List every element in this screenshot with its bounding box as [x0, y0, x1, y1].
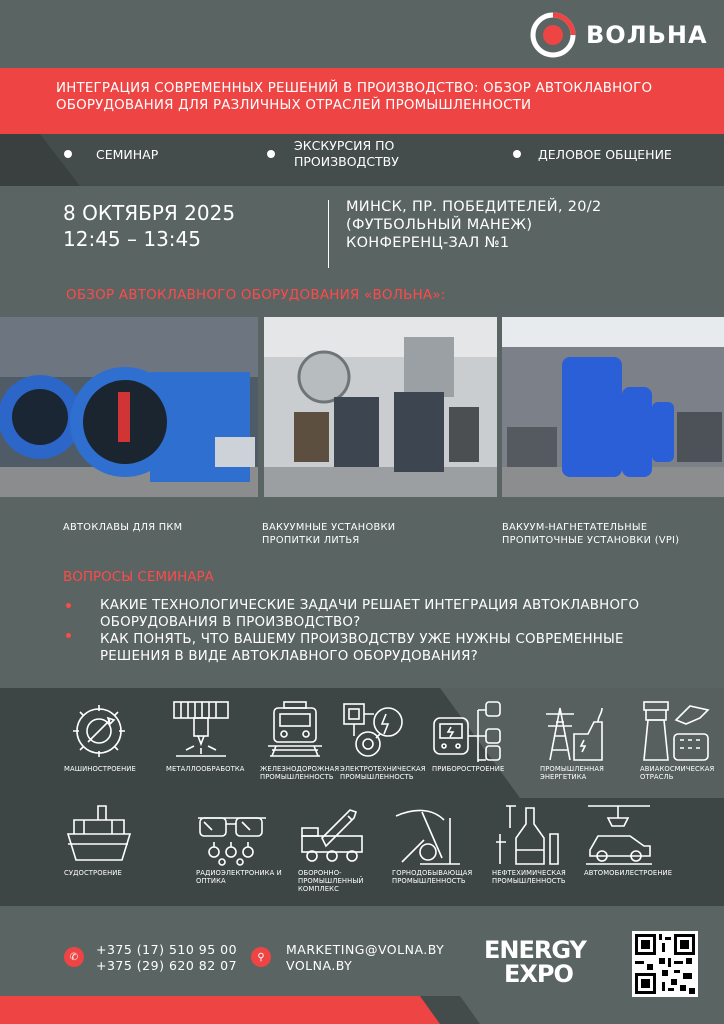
question-bullet [66, 603, 71, 608]
qr-code[interactable] [632, 931, 698, 997]
missile-truck-icon [298, 804, 368, 866]
overview-heading: ОБЗОР АВТОКЛАВНОГО ОБОРУДОВАНИЯ «ВОЛЬНА»: [66, 287, 446, 303]
flask-icon [492, 804, 562, 866]
vacuum-impregnation-photo [264, 317, 497, 497]
question-line: КАК ПОНЯТЬ, ЧТО ВАШЕМУ ПРОИЗВОДСТВУ УЖЕ НУЖНЫ СОВРЕМЕННЫЕ [100, 632, 624, 647]
circuit-icon [340, 700, 410, 762]
photo-caption [262, 521, 395, 547]
industry-electronics [196, 804, 286, 885]
phone-link[interactable]: +375 (17) 510 95 00 [96, 942, 238, 957]
event-datetime [63, 200, 235, 252]
industry-label: ПРИБОРОСТРОЕНИЕ [432, 765, 505, 773]
format-excursion: ЭКСКУРСИЯ ПО ПРОИЗВОДСТВУ [294, 138, 399, 169]
volna-logo-icon [530, 12, 576, 58]
industry-label: ОБОРОННО-ПРОМЫШЛЕННЫЙ КОМПЛЕКС [298, 869, 364, 893]
vpi-installation-photo [502, 317, 724, 497]
bullet-dot [64, 150, 72, 158]
event-date: 8 ОКТЯБРЯ 2025 [63, 201, 236, 225]
glasses-icon [196, 804, 266, 866]
question-line: ОБОРУДОВАНИЯ В ПРОИЗВОДСТВО? [100, 615, 361, 630]
expo-logo-line: ENERGY [484, 936, 586, 964]
brand-name: ВОЛЬНА [586, 21, 708, 49]
power-plant-icon [540, 700, 610, 762]
industry-defense [298, 804, 378, 893]
caption-line: ПРОПИТОЧНЫЕ УСТАНОВКИ (VPI) [502, 535, 680, 546]
industry-label: ЖЕЛЕЗНОДОРОЖНАЯ ПРОМЫШЛЕННОСТЬ [260, 765, 340, 781]
industry-petrochemical [492, 804, 572, 885]
photo-caption [502, 521, 679, 547]
format-networking: ДЕЛОВОЕ ОБЩЕНИЕ [538, 147, 672, 162]
device-icon [432, 700, 502, 762]
industry-label: ЭЛЕКТРОТЕХНИЧЕСКАЯ ПРОМЫШЛЕННОСТЬ [340, 765, 426, 781]
address-line: (ФУТБОЛЬНЫЙ МАНЕЖ) [346, 217, 533, 233]
event-time: 12:45 – 13:45 [63, 227, 201, 251]
industry-mining [392, 804, 472, 885]
autoclave-photo [0, 317, 258, 497]
industry-label: ПРОМЫШЛЕННАЯ ЭНЕРГЕТИКА [540, 765, 604, 781]
industry-label: АВИАКОСМИЧЕСКАЯ ОТРАСЛЬ [640, 765, 715, 781]
industry-label: РАДИОЭЛЕКТРОНИКА И ОПТИКА [196, 869, 282, 885]
divider [328, 200, 329, 268]
question-bullet [66, 633, 71, 638]
industry-label: АВТОМОБИЛЕСТРОЕНИЕ [584, 869, 673, 877]
web-contacts [286, 942, 444, 974]
rocket-icon [640, 700, 710, 762]
phone-numbers [96, 942, 237, 974]
locomotive-icon [260, 700, 330, 762]
industry-metalworking [166, 700, 245, 773]
industry-power [540, 700, 620, 781]
phone-link[interactable]: +375 (29) 620 82 07 [96, 958, 238, 973]
website-link[interactable]: VOLNA.BY [286, 958, 353, 973]
industry-label: МЕТАЛЛООБРАБОТКА [166, 765, 245, 773]
pickaxe-icon [392, 804, 462, 866]
energy-expo-logo [484, 938, 586, 986]
address-line: КОНФЕРЕНЦ-ЗАЛ №1 [346, 235, 510, 251]
question-line: РЕШЕНИЯ В ВИДЕ АВТОКЛАВНОГО ОБОРУДОВАНИЯ? [100, 649, 478, 664]
address-line: МИНСК, ПР. ПОБЕДИТЕЛЕЙ, 20/2 [346, 199, 602, 215]
caption-line: ВАКУУМ-НАГНЕТАТЕЛЬНЫЕ [502, 522, 648, 533]
industry-railway [260, 700, 340, 781]
industry-label: МАШИНОСТРОЕНИЕ [64, 765, 136, 773]
industry-machine-building [64, 700, 136, 773]
caption-line: ВАКУУМНЫЕ УСТАНОВКИ [262, 522, 396, 533]
question-line: КАКИЕ ТЕХНОЛОГИЧЕСКИЕ ЗАДАЧИ РЕШАЕТ ИНТЕГРАЦИЯ АВТОКЛАВНОГО [100, 598, 640, 613]
event-title: ИНТЕГРАЦИЯ СОВРЕМЕННЫХ РЕШЕНИЙ В ПРОИЗВОДСТВО: ОБЗОР АВТОКЛАВНОГО ОБОРУДОВАНИЯ ДЛЯ РАЗЛИЧНЫХ ОТРАСЛЕЙ ПРОМЫШЛЕННОСТИ [56, 81, 653, 113]
event-location [346, 198, 601, 252]
email-link[interactable]: MARKETING@VOLNA.BY [286, 942, 445, 957]
caption-line: ПРОПИТКИ ЛИТЬЯ [262, 535, 360, 546]
footer-decoration [0, 996, 724, 1024]
ship-icon [64, 804, 134, 866]
car-icon [584, 804, 654, 866]
industry-aerospace [640, 700, 720, 781]
bullet-dot [267, 150, 275, 158]
industry-label: НЕФТЕХИМИЧЕСКАЯ ПРОМЫШЛЕННОСТЬ [492, 869, 566, 885]
bullet-dot [513, 150, 521, 158]
expo-logo-line: EXPO [504, 960, 573, 988]
industry-instrument [432, 700, 512, 773]
questions-heading: ВОПРОСЫ СЕМИНАРА [63, 569, 214, 585]
question-item [100, 631, 710, 665]
industry-electrical [340, 700, 426, 781]
industry-label: ГОРНОДОБЫВАЮЩАЯ ПРОМЫШЛЕННОСТЬ [392, 869, 473, 885]
press-icon [166, 700, 236, 762]
question-item [100, 597, 710, 631]
gear-wrench-icon [64, 700, 134, 762]
phone-icon: ✆ [64, 947, 84, 967]
industry-shipbuilding [64, 804, 134, 877]
photo-caption: АВТОКЛАВЫ ДЛЯ ПКМ [63, 522, 183, 533]
brand-logo [530, 12, 715, 58]
web-icon: ⚲ [251, 947, 271, 967]
industry-automotive [584, 804, 674, 877]
industry-label: СУДОСТРОЕНИЕ [64, 869, 122, 877]
format-seminar: СЕМИНАР [96, 147, 159, 162]
